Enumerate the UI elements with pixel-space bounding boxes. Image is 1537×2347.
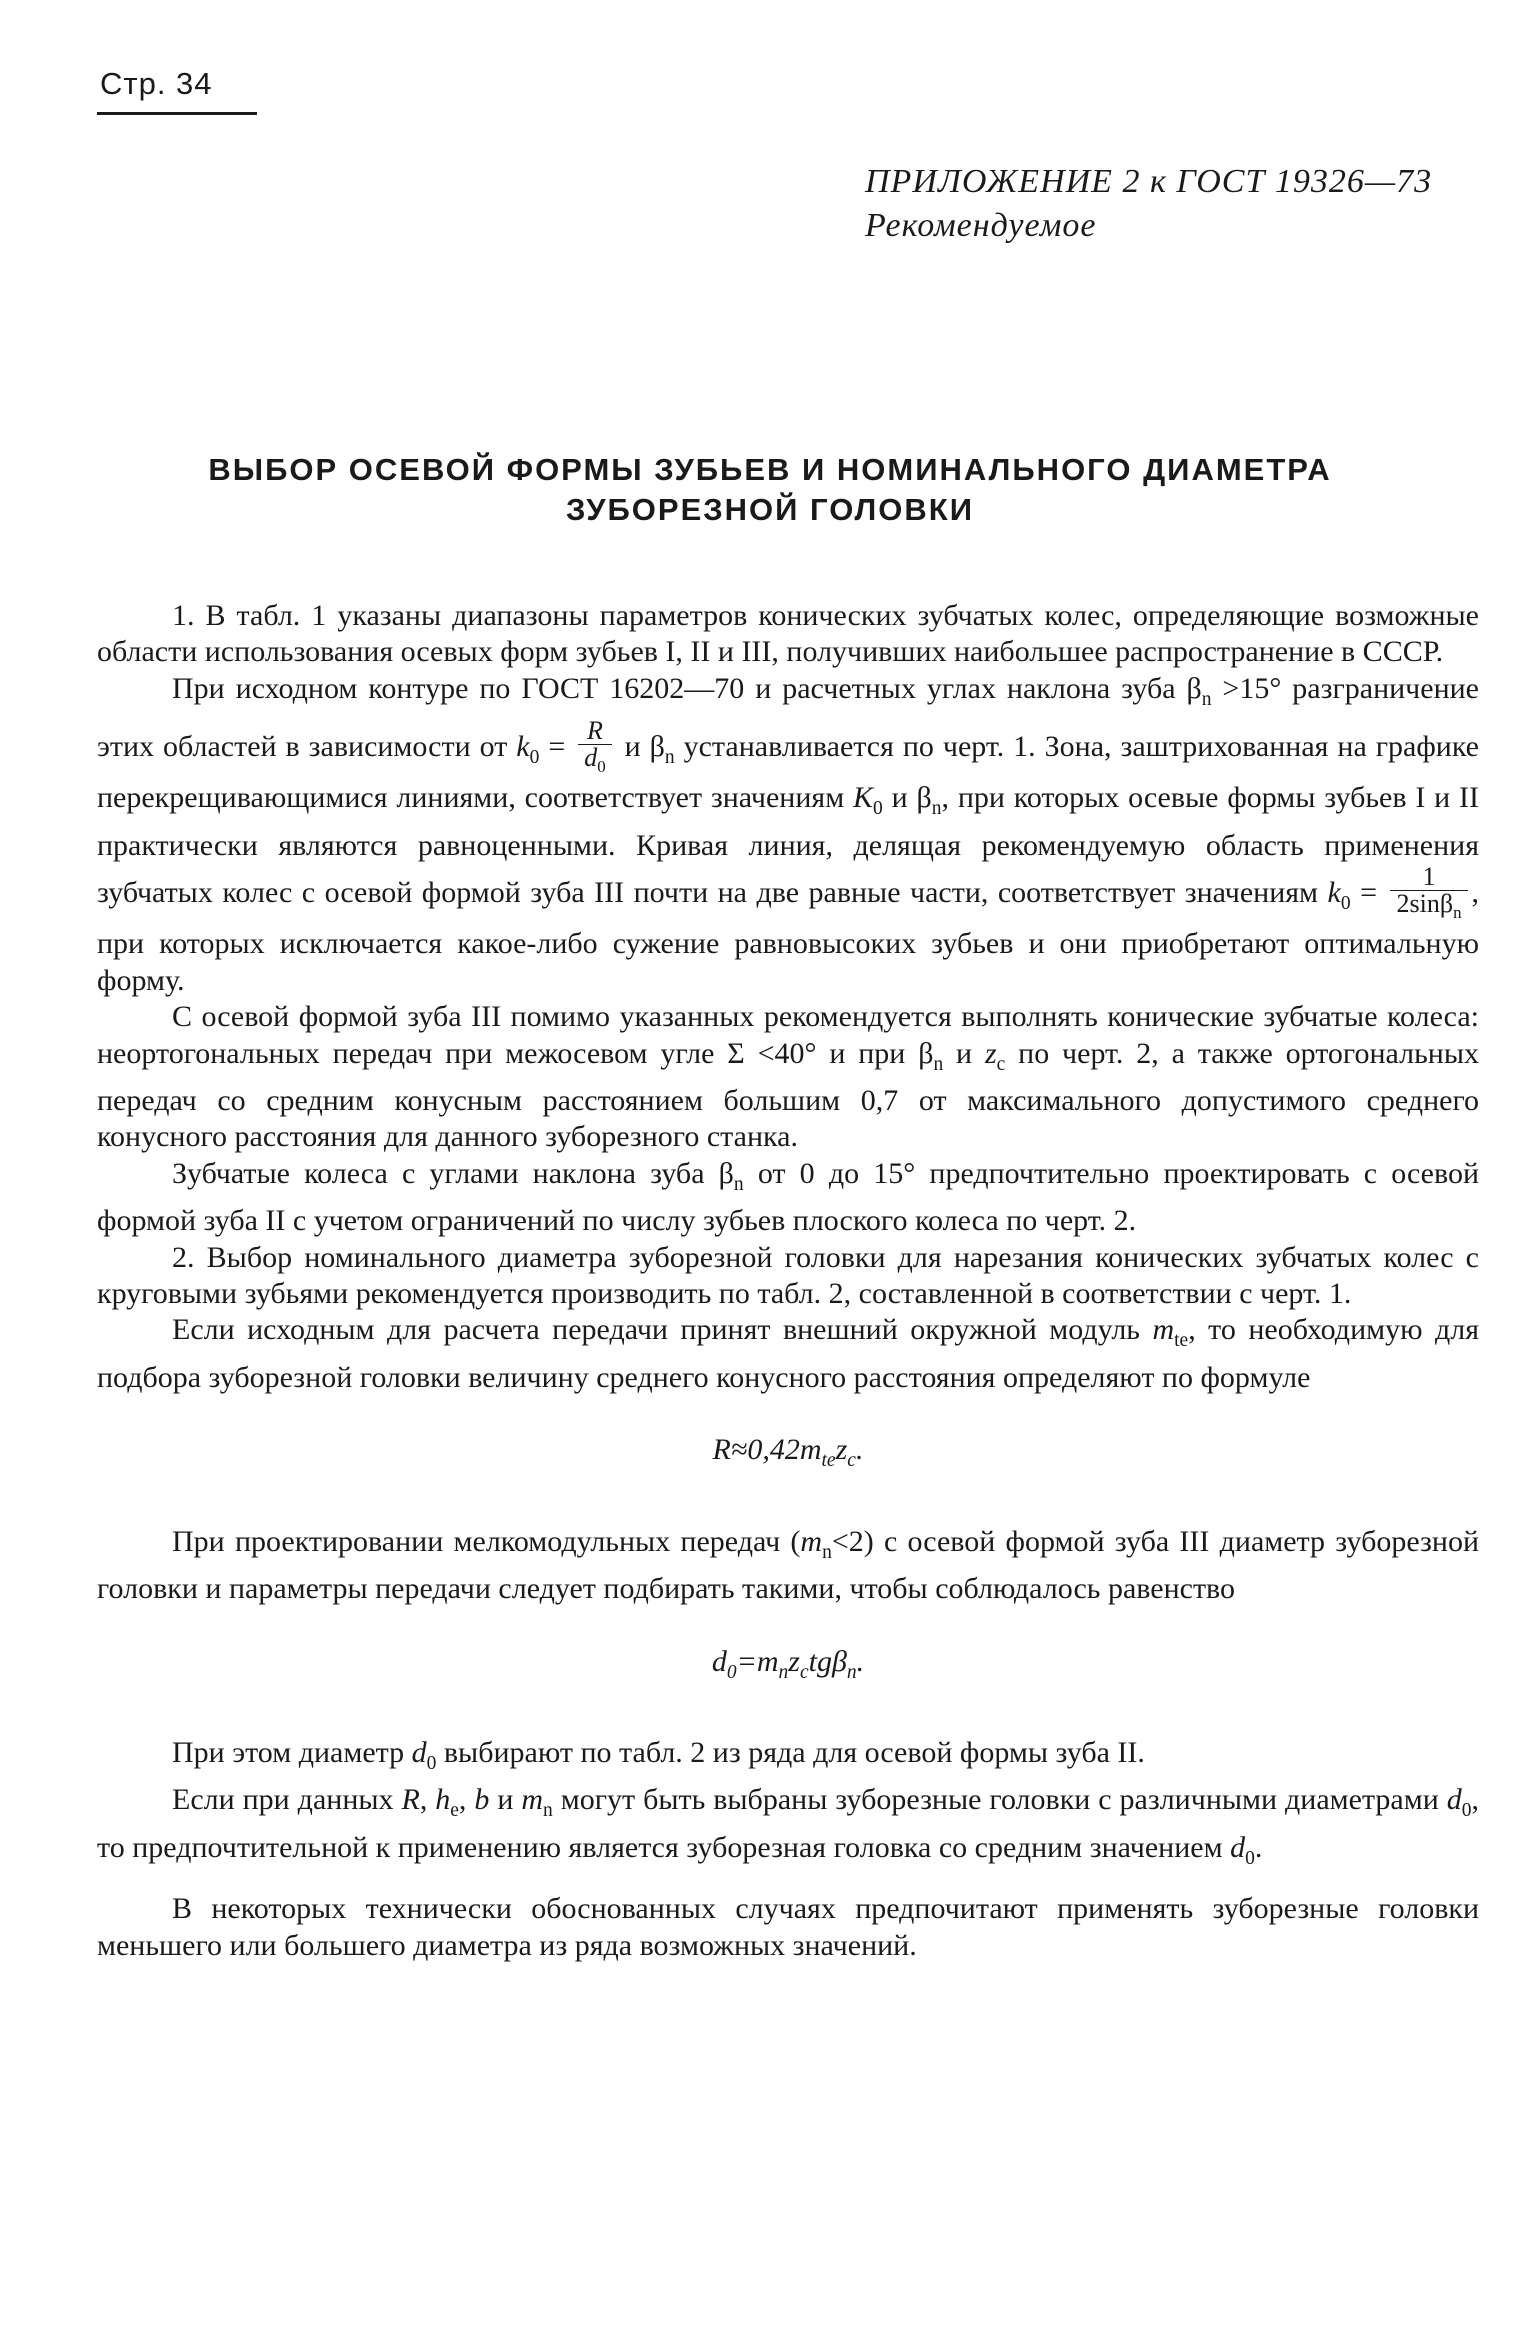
p2-text-f: , при которых осевые формы зубьев I и II практически являются равноценными. Кривая линия, делящая рекомендуемую область применения зубчатых колес с осевой формой зуба III почти на две равные части, соответствует значениям <box>97 781 1480 910</box>
paragraph-2 <box>97 671 1479 999</box>
paragraph-7 <box>97 1524 1479 1608</box>
fraction-denominator: 2sinβ$_n$ <box>1396 889 1462 923</box>
p9-text-d: . <box>1254 1830 1263 1864</box>
p3-text-c: по черт. 2, а также ортогональных передач со средним конусным расстоянием большим 0,7 от максимального допустимого среднего конусного расстояния для данного зуборезного станка. <box>97 1036 1479 1154</box>
p2-text-c: и β <box>615 730 665 764</box>
p2-text-a: При исходном контуре по ГОСТ 16202—70 и расчетных углах наклона зуба β <box>172 671 1202 705</box>
p8-text-b: выбирают по табл. 2 из ряда для осевой формы зуба II. <box>436 1735 1145 1769</box>
d0-symbol: d <box>411 1735 427 1769</box>
appendix-line: ПРИЛОЖЕНИЕ 2 к ГОСТ 19326—73 <box>865 163 1433 200</box>
p2-text-g: , при которых исключается какое-либо сужение равновысоких зубьев и они приобретают оптимальную форму. <box>97 876 1480 997</box>
equals-sign: = <box>1350 876 1387 910</box>
paragraph-9: Если при данных R, $h_e$, b и $m_n$ могут быть выбраны зуборезные головки с различными диаметрами $d_0$, то предпочтительной к применению является зуборезная головка со средним значением $d_0$. <box>97 1783 1479 1869</box>
appendix-header <box>865 160 1432 248</box>
p7-text-a: При проектировании мелкомодульных передач ( <box>172 1524 801 1558</box>
appendix-status: Рекомендуемое <box>865 207 1097 244</box>
k0-symbol: k <box>1327 876 1341 910</box>
section-title-line-1: ВЫБОР ОСЕВОЙ ФОРМЫ ЗУБЬЕВ И НОМИНАЛЬНОГО ДИАМЕТРА <box>208 452 1332 487</box>
subscript-0: 0 <box>1340 893 1351 915</box>
subscript-0: 0 <box>873 798 883 820</box>
document-body <box>97 598 1479 1964</box>
p6-text-a: Если исходным для расчета передачи принят внешний окружной модуль <box>172 1313 1153 1347</box>
p8-text-a: При этом диаметр <box>172 1735 412 1769</box>
subscript-n: n <box>543 1800 553 1822</box>
p7-text-b: <2) с осевой формой зуба III диаметр зуборезной головки и параметры передачи следует подбирать такими, чтобы соблюдалось равенство <box>97 1524 1479 1606</box>
subscript-0: 0 <box>426 1752 437 1774</box>
fraction-one-over-2sin <box>1390 864 1467 926</box>
p2-text-e: и β <box>882 781 932 815</box>
subscript-n: n <box>1201 688 1212 710</box>
paragraph-3 <box>97 999 1479 1156</box>
mte-symbol: m <box>1152 1313 1175 1347</box>
paragraph-5: 2. Выбор номинального диаметра зуборезной головки для нарезания конических зубчатых колес с круговыми зубьями рекомендуется производить по табл. 2, составленной в соответствии с черт. 1. <box>97 1240 1479 1311</box>
he-symbol: h <box>435 1783 451 1817</box>
fraction-denominator: $d_0$ <box>584 743 606 777</box>
p4-text-b: от 0 до 15° предпочтительно проектировать с осевой формой зуба II с учетом ограничений по числу зубьев плоского колеса по черт. 2. <box>97 1156 1479 1238</box>
R-symbol: R <box>401 1783 420 1817</box>
page-number: Стр. 34 <box>100 66 213 101</box>
p2-text-b: >15° разграничение этих областей в зависимости от <box>97 671 1480 764</box>
d0-symbol: d <box>1230 1830 1246 1864</box>
subscript-0: 0 <box>529 747 540 769</box>
p3-text-b: и <box>943 1036 985 1070</box>
paragraph-6 <box>97 1312 1479 1396</box>
K0-symbol: K <box>853 781 874 815</box>
k0-symbol: k <box>516 730 530 764</box>
fraction-r-over-d0 <box>578 718 611 780</box>
subscript-n: n <box>822 1541 832 1563</box>
section-title <box>120 450 1420 530</box>
section-title-line-2: ЗУБОРЕЗНОЙ ГОЛОВКИ <box>565 492 975 527</box>
p9-text-a: Если при данных <box>172 1783 402 1817</box>
p4-text-a: Зубчатые колеса с углами наклона зуба β <box>172 1156 734 1190</box>
paragraph-8 <box>97 1735 1479 1782</box>
subscript-0: 0 <box>1461 1800 1472 1822</box>
subscript-n: n <box>664 747 675 769</box>
d0-symbol: d <box>1446 1783 1462 1817</box>
zc-symbol: z <box>984 1036 997 1070</box>
subscript-te: te <box>1174 1330 1189 1352</box>
paragraph-10: В некоторых технически обоснованных случаях предпочитают применять зуборезные головки меньшего или большего диаметра из ряда возможных значений. <box>97 1892 1479 1962</box>
subscript-n: n <box>733 1173 744 1195</box>
paragraph-1: 1. В табл. 1 указаны диапазоны параметров конических зубчатых колес, определяющие возможные области использования осевых форм зубьев I, II и III, получивших наибольшее распространение в СССР. <box>97 599 1479 669</box>
subscript-c: c <box>996 1053 1006 1075</box>
p2-text-d: устанавливается по черт. 1. Зона, заштрихованная на графике перекрещивающимися линиями, соответствует значениям <box>97 730 1479 815</box>
mn-symbol: m <box>800 1524 823 1558</box>
subscript-e: e <box>450 1800 459 1822</box>
subscript-n: n <box>933 1053 944 1075</box>
subscript-n: n <box>931 798 942 820</box>
formula-cone-distance: $R\approx 0,42m_{te}z_c$. <box>712 1433 864 1472</box>
fraction-numerator: 1 <box>1390 864 1467 891</box>
page-number-rule <box>97 112 257 115</box>
mn-symbol: m <box>521 1783 544 1817</box>
p9-text-c: , то предпочтительной к применению является зуборезная головка со средним значением <box>97 1783 1479 1864</box>
fraction-numerator: R <box>578 718 611 745</box>
equals-sign: = <box>539 730 575 764</box>
formula-cutter-diameter: $d_0=m_nz_ctg\beta_n$. <box>711 1644 865 1683</box>
paragraph-4 <box>97 1156 1479 1240</box>
b-symbol: b <box>474 1783 490 1817</box>
p6-text-b: , то необходимую для подбора зуборезной головки величину среднего конусного расстояния определяют по формуле <box>97 1313 1480 1394</box>
p3-text-a: С осевой формой зуба III помимо указанных рекомендуется выполнять конические зубчатые колеса: неортогональных передач при межосевом угле Σ <40° и при β <box>97 1000 1479 1070</box>
subscript-0: 0 <box>1245 1847 1255 1869</box>
p9-text-b: могут быть выбраны зуборезные головки с различными диаметрами <box>552 1783 1447 1817</box>
